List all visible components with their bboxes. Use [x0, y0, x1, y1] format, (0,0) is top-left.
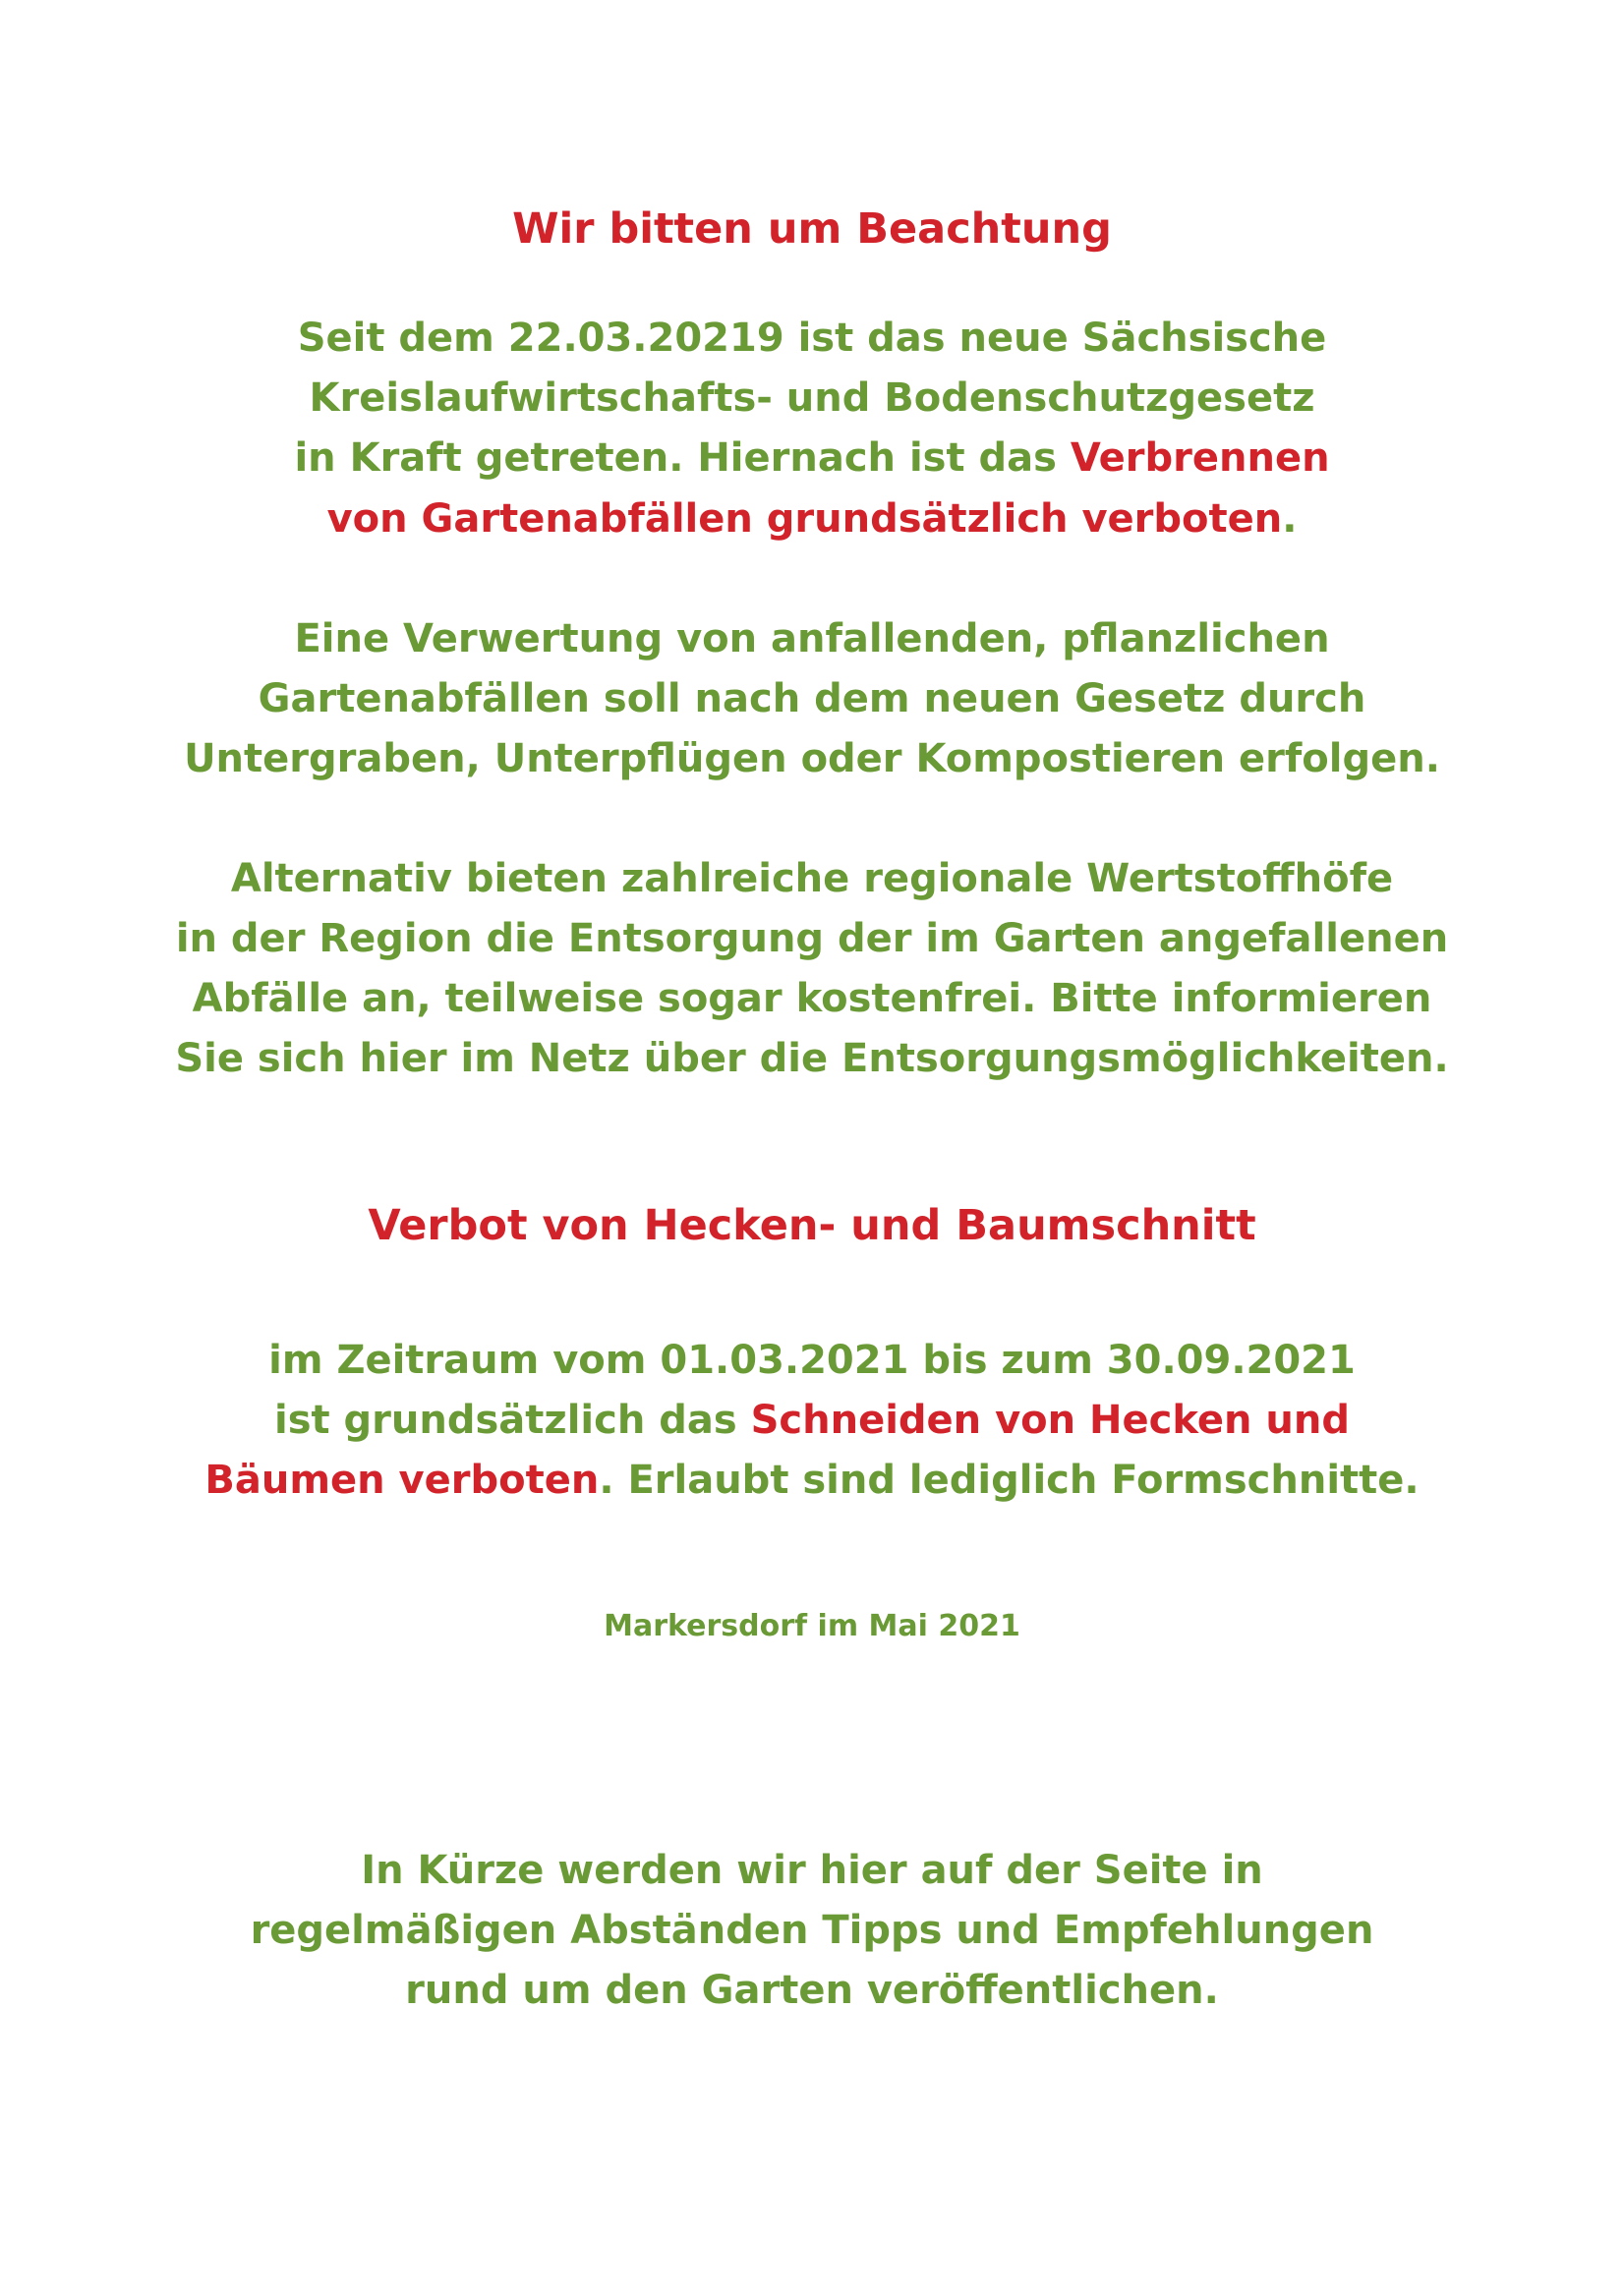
law-line-4-text: .: [1282, 496, 1298, 542]
alternative-line-4: Sie sich hier im Netz über die Entsorgungsmöglichkeiten.: [175, 1036, 1449, 1081]
outlook-line-3: rund um den Garten veröffentlichen.: [405, 1968, 1219, 2013]
law-line-1: Seit dem 22.03.20219 ist das neue Sächsische: [297, 316, 1327, 361]
ban-line-1: im Zeitraum vom 01.03.2021 bis zum 30.09.2021: [268, 1338, 1356, 1383]
law-line-4: [0, 496, 1624, 542]
alternative-line-3: Abfälle an, teilweise sogar kostenfrei. Bitte informieren: [192, 976, 1432, 1021]
law-line-3: [0, 435, 1624, 481]
ban-line-2-emphasis: Schneiden von Hecken und: [750, 1398, 1350, 1443]
alternative-line-2: in der Region die Entsorgung der im Garten angefallenen: [175, 916, 1449, 961]
utilization-line-1: Eine Verwertung von anfallenden, pflanzlichen: [294, 616, 1330, 661]
ban-line-3: [0, 1458, 1624, 1503]
ban-heading: Verbot von Hecken- und Baumschnitt: [368, 1201, 1256, 1250]
ban-line-3-text: . Erlaubt sind lediglich Formschnitte.: [599, 1458, 1420, 1503]
utilization-line-3: Untergraben, Unterpflügen oder Kompostieren erfolgen.: [184, 736, 1440, 781]
outlook-line-2: regelmäßigen Abständen Tipps und Empfehlungen: [250, 1908, 1374, 1953]
place-date: Markersdorf im Mai 2021: [604, 1609, 1020, 1643]
law-line-2: Kreislaufwirtschafts- und Bodenschutzgesetz: [309, 375, 1315, 421]
ban-line-3-emphasis: Bäumen verboten: [204, 1458, 600, 1503]
ban-line-2-text: ist grundsätzlich das: [273, 1398, 751, 1443]
alternative-line-1: Alternativ bieten zahlreiche regionale Wertstoffhöfe: [230, 856, 1394, 901]
ban-line-2: [0, 1398, 1624, 1443]
notice-title: Wir bitten um Beachtung: [512, 204, 1112, 254]
law-line-3-text: in Kraft getreten. Hiernach ist das: [294, 435, 1071, 481]
outlook-line-1: In Kürze werden wir hier auf der Seite in: [361, 1848, 1263, 1893]
law-line-3-emphasis: Verbrennen: [1070, 435, 1330, 481]
utilization-line-2: Gartenabfällen soll nach dem neuen Gesetz durch: [258, 676, 1366, 721]
law-line-4-emphasis: von Gartenabfällen grundsätzlich verboten: [326, 496, 1283, 542]
